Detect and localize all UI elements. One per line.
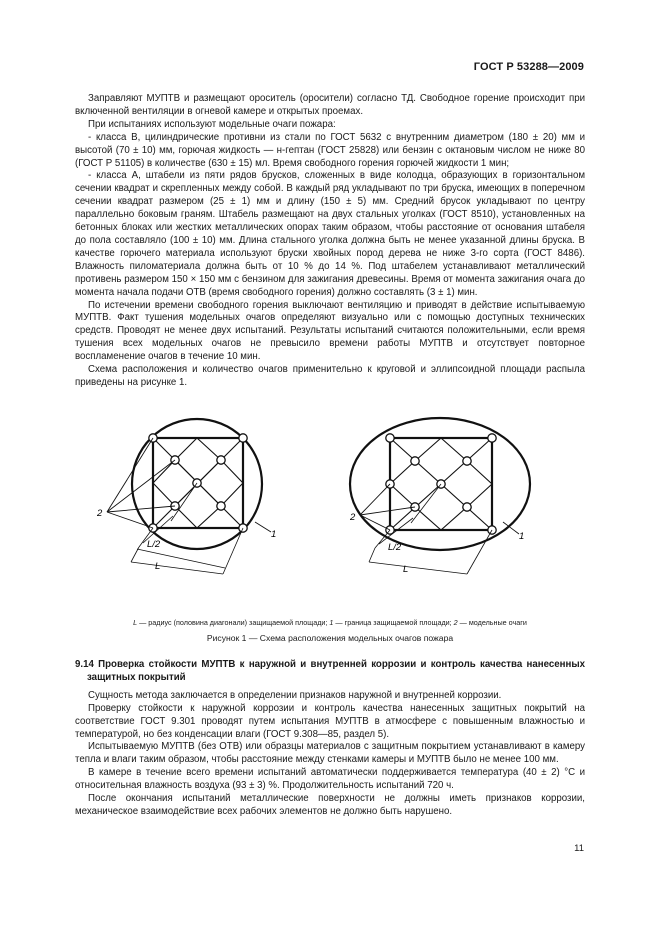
paragraph: После окончания испытаний металлические поверхности не должны иметь признаков коррозии, механическое взаимодействие всех рабочих элементов не должно быть нарушено. [75, 793, 585, 817]
ellipse-area-scheme [350, 418, 530, 574]
label-l-right: L [403, 564, 409, 575]
legend-two: 2 [453, 618, 458, 627]
fire-layout-diagram [75, 402, 585, 617]
paragraph: При испытаниях используют модельные очаги пожара: [88, 118, 336, 130]
legend-l: L [133, 618, 138, 627]
paragraph: Испытываемую МУПТВ (без ОТВ) или образцы материалов с защитным покрытием устанавливают в камеру тепла и влаги таким образом, чтобы расстояние между стенками камеры и МУПТВ было не менее 100 мм. [75, 741, 585, 766]
figure-1 [75, 402, 585, 617]
document-header: ГОСТ Р 53288—2009 [473, 61, 584, 73]
section-heading: 9.14 Проверка стойкости МУПТВ к наружной и внутренней коррозии и контроль качества нанесенных защитных покрытий [75, 659, 585, 683]
paragraph: - класса А, штабели из пяти рядов брусков, сложенных в виде колодца, образующих в горизонтальном сечении квадрат и скрепленных между собой. В каждый ряд укладывают по три бруска, имеющих в поперечном сечении квадрат размером (25 ± 1) мм и длину (150 ± 5) мм. Средний брусок укладывают по центру параллельно боковым граням. Штабель размещают на двух стальных уголках (ГОСТ 8510), установленных на бетонных блоках или жестких металлических опорах таким образом, чтобы расстояние от основания штабеля до пола составляло (100 ± 10) мм. Длина стального уголка должна быть не менее указанной длины бруска. В качестве горючего материала используют бруски хвойных пород дерева не ниже 3-го сорта (ГОСТ 8486). Влажность пиломатериала должна быть от 10 % до 14 %. Под штабелем устанавливают металлический противень размером 150 × 150 мм с бензином для зажигания древесины. Время от момента зажигания очага до момента начала подачи ОТВ (время свободного горения) должно составлять (3 ± 1) мин. [75, 170, 585, 298]
circular-area-scheme [107, 419, 271, 574]
paragraph: Проверку стойкости к наружной коррозии и контроль качества нанесенных защитных покрытий на соответствие ГОСТ 9.301 проводят путем испытания МУПТВ в атмосфере с повышенным влажностью и температурой, но без конденсации влаги (ГОСТ 9.308—85, раздел 5). [75, 702, 585, 740]
section-9-14 [75, 659, 585, 819]
legend-text: — модельные очаги [457, 618, 527, 627]
paragraph: Заправляют МУПТВ и размещают ороситель (оросители) согласно ТД. Свободное горение происходит при включенной вентиляции в огневой камере и открытых проемах. [75, 93, 585, 117]
paragraph: Схема расположения и количество очагов применительно к круговой и эллипсоидной площади распыла приведены на рисунке 1. [75, 364, 585, 388]
figure-caption: Рисунок 1 — Схема расположения модельных очагов пожара [206, 633, 454, 643]
page-number: 11 [574, 843, 584, 854]
legend-text: — граница защищаемой площади; [333, 618, 454, 627]
paragraph: По истечении времени свободного горения выключают вентиляцию и приводят в действие испытываемую МУПТВ. Факт тушения модельных очагов определяют визуально или с помощью доступных технических средств. Проводят не менее двух испытаний. Результаты испытаний считаются положительными, если время тушения всех модельных очагов не превысило времени работы МУПТВ и отсутствует повторное воспламенение очагов в течение 10 мин. [75, 299, 585, 363]
label-boundary-left: 1 [271, 529, 277, 540]
paragraph: - класса В, цилиндрические противни из стали по ГОСТ 5632 с внутренним диаметром (180 ± 20) мм и высотой (70 ± 10) мм, горючая жидкость — н-гептан (ГОСТ 25828) или бензин с октановым числом не ниже 80 (ГОСТ Р 51105) в количестве (630 ± 15) мл. Время свободного горения горючей жидкости 1 мин; [75, 131, 585, 169]
label-l-left: L [155, 561, 161, 572]
label-half-l-left: L/2 [147, 539, 161, 550]
legend-one: 1 [329, 618, 334, 627]
paragraph: Сущность метода заключается в определении признаков наружной и внутренней коррозии. [88, 689, 502, 701]
label-fires-right: 2 [350, 512, 356, 523]
figure-legend [75, 618, 585, 627]
label-fires-left: 2 [97, 508, 103, 519]
legend-text: — радиус (половина диагонали) защищаемой площади; [137, 618, 330, 627]
body-text [75, 93, 585, 390]
paragraph: В камере в течение всего времени испытаний автоматически поддерживается температура (40 ± 2) °С и относительная влажность воздуха (93 ± 3) %. Продолжительность испытаний 720 ч. [75, 767, 585, 792]
label-half-l-right: L/2 [388, 542, 402, 553]
label-boundary-right: 1 [519, 531, 525, 542]
